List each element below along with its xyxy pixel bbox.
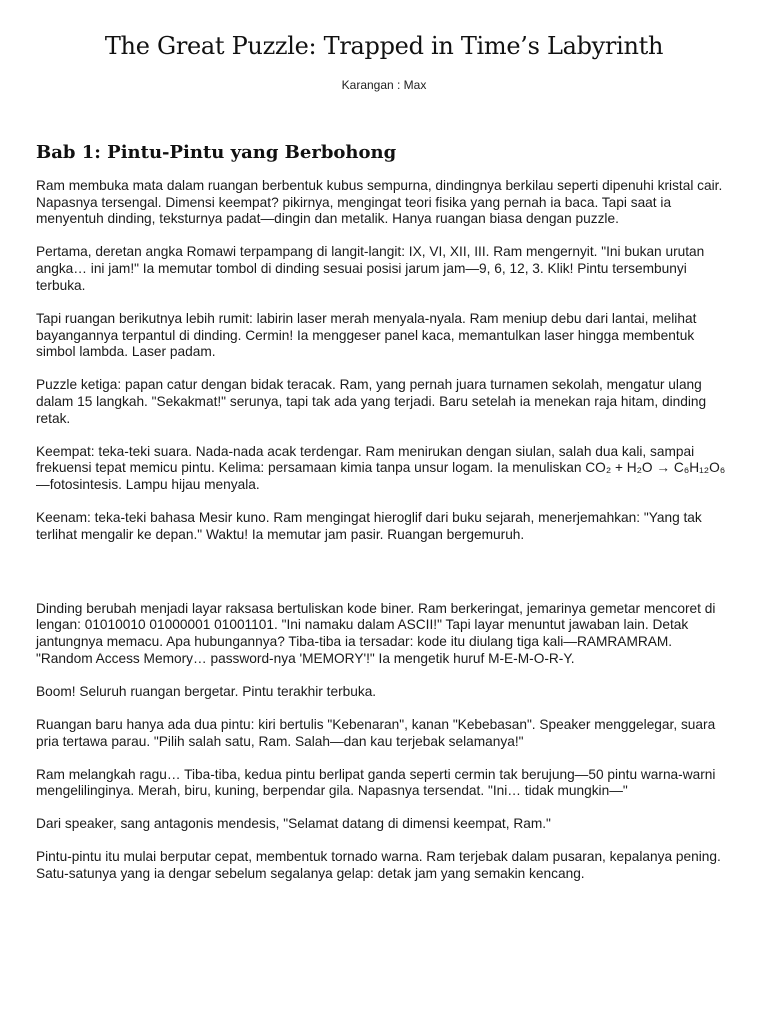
paragraph: Dari speaker, sang antagonis mendesis, "Selamat datang di dimensi keempat, Ram.": [36, 816, 551, 832]
paragraph: Puzzle ketiga: papan catur dengan bidak teracak. Ram, yang pernah juara turnamen sekolah, mengatur ulang dalam 15 langkah. "Sekakmat!" serunya, tapi tak ada yang terjadi. Baru setelah ia menekan raja hitam, dinding retak.: [36, 377, 707, 426]
paragraph: Ram membuka mata dalam ruangan berbentuk kubus sempurna, dindingnya berkilau seperti dipenuhi kristal cair. Napasnya tersengal. Dimensi keempat? pikirnya, mengingat teori fisika yang pernah ia baca. Tapi saat ia menyentuh dinding, teksturnya padat—dingin dan metalik. Hanya ruangan biasa dengan puzzle.: [36, 178, 723, 227]
paragraph: Pertama, deretan angka Romawi terpampang di langit-langit: IX, VI, XII, III. Ram mengernyit. "Ini bukan urutan angka… ini jam!" Ia memutar tombol di dinding sesuai posisi jarum jam—9, 6, 12, 3. Klik! Pintu tersembunyi terbuka.: [36, 244, 705, 293]
document-title: The Great Puzzle: Trapped in Time’s Labyrinth: [104, 32, 664, 60]
section-break: [36, 560, 732, 601]
paragraph: Ram melangkah ragu… Tiba-tiba, kedua pintu berlipat ganda seperti cermin tak berujung—50 pintu warna-warni mengelilinginya. Merah, biru, kuning, berpendar gila. Napasnya tersendat. "Ini… tidak mungkin—": [36, 766, 716, 799]
paragraph: Dinding berubah menjadi layar raksasa bertuliskan kode biner. Ram berkeringat, jemarinya gemetar mencoret di lengan: 01010010 01000001 01001101. "Ini namaku dalam ASCII!" Tapi layar menuntut jawaban lain. Detak jantungnya memacu. Apa hubungannya? Tiba-tiba ia tersadar: kode itu diulang tiga kali—RAMRAMRAM. "Random Access Memory… password-nya 'MEMORY'!" Ia mengetik huruf M-E-M-O-R-Y.: [36, 600, 716, 666]
paragraph: Keempat: teka-teki suara. Nada-nada acak terdengar. Ram menirukan dengan siulan, salah dua kali, sampai frekuensi tepat memicu pintu. Kelima: persamaan kimia tanpa unsur logam. Ia menuliskan CO₂ + H₂O → C₆H₁₂O₆—fotosintesis. Lampu hijau menyala.: [36, 443, 726, 493]
chapter-title: Bab 1: Pintu-Pintu yang Berbohong: [36, 142, 397, 163]
paragraph: Ruangan baru hanya ada dua pintu: kiri bertulis "Kebenaran", kanan "Kebebasan". Speaker menggelegar, suara pria tertawa parau. "Pilih salah satu, Ram. Salah—dan kau terjebak selamanya!": [36, 716, 716, 749]
paragraph: Boom! Seluruh ruangan bergetar. Pintu terakhir terbuka.: [36, 683, 377, 699]
author-line: Karangan : Max: [341, 78, 427, 92]
chapter-body: [36, 178, 732, 899]
paragraph: Pintu-pintu itu mulai berputar cepat, membentuk tornado warna. Ram terjebak dalam pusaran, kepalanya pening. Satu-satunya yang ia dengar sebelum segalanya gelap: detak jam yang semakin kencang.: [36, 849, 721, 881]
paragraph: Tapi ruangan berikutnya lebih rumit: labirin laser merah menyala-nyala. Ram meniup debu dari lantai, melihat bayangannya terpantul di dinding. Cermin! Ia menggeser panel kaca, memantulkan laser hingga membentuk simbol lambda. Laser padam.: [36, 310, 697, 360]
paragraph: Keenam: teka-teki bahasa Mesir kuno. Ram mengingat hieroglif dari buku sejarah, menerjemahkan: "Yang tak terlihat mengalir ke depan." Waktu! Ia memutar jam pasir. Ruangan bergemuruh.: [36, 510, 702, 542]
